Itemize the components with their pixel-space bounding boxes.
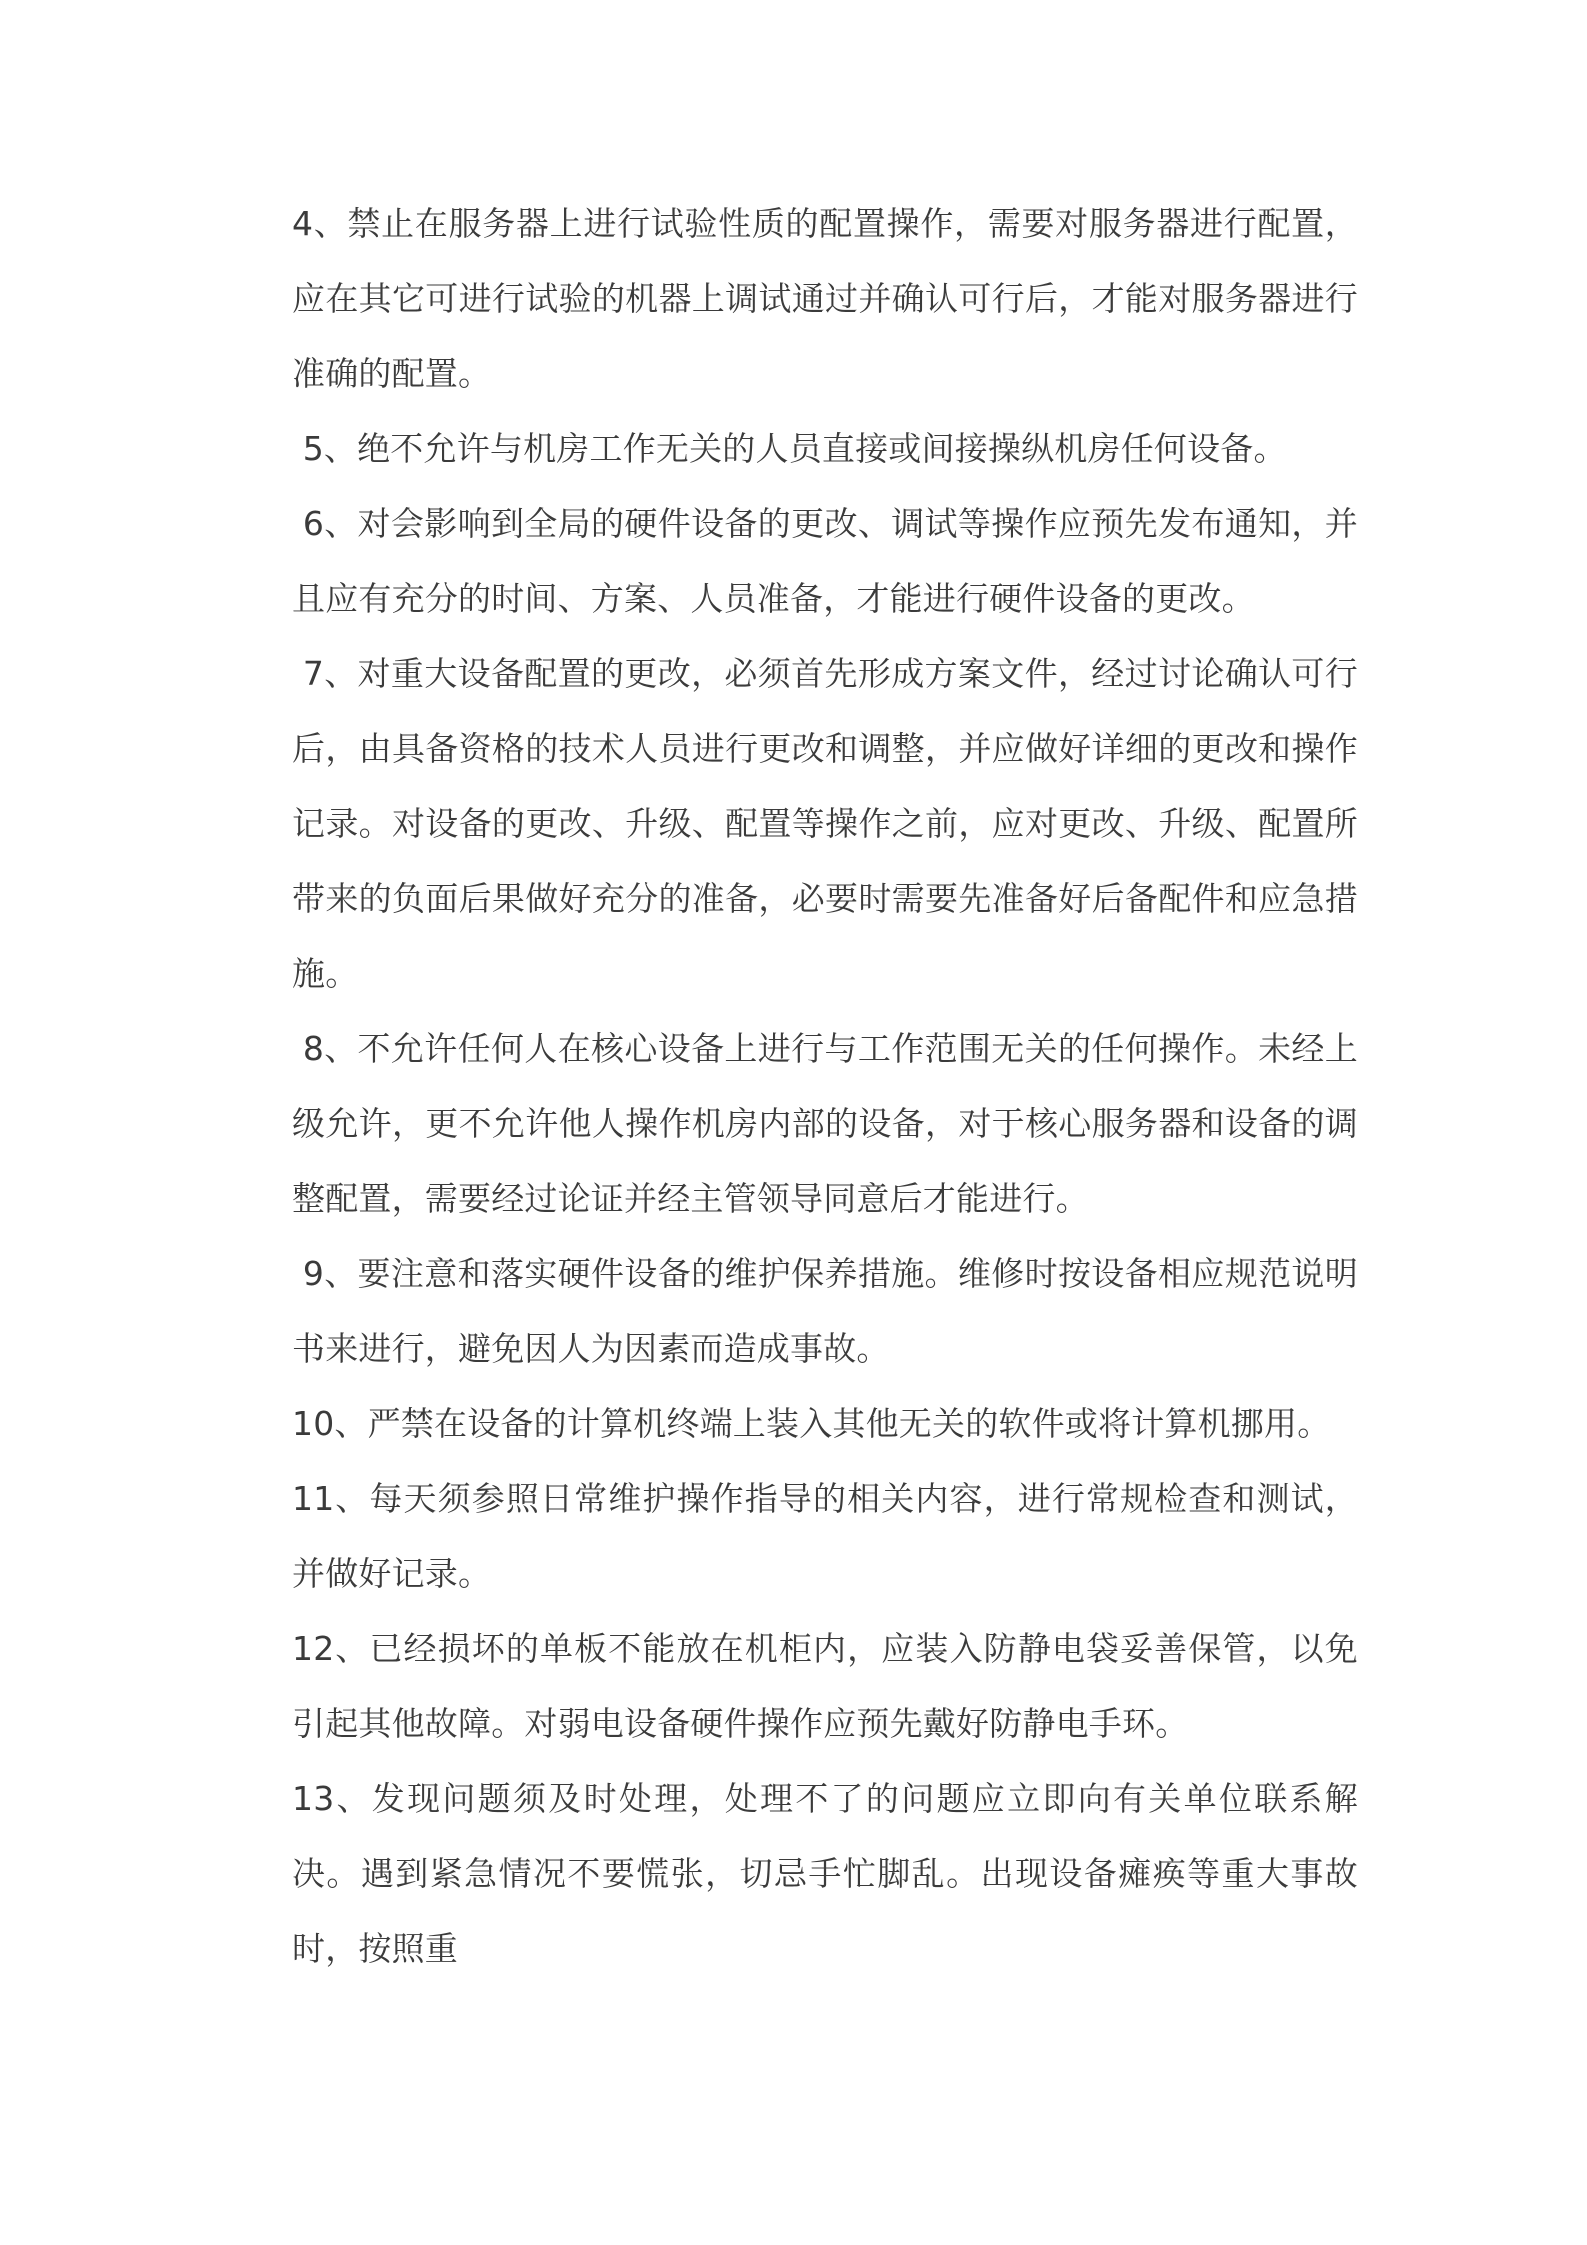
document-body bbox=[292, 186, 1358, 1986]
paragraph-item-13: 13、发现问题须及时处理，处理不了的问题应立即向有关单位联系解决。遇到紧急情况不要慌张，切忌手忙脚乱。出现设备瘫痪等重大事故时，按照重 bbox=[292, 1779, 1358, 1968]
paragraph-item-10: 10、严禁在设备的计算机终端上装入其他无关的软件或将计算机挪用。 bbox=[292, 1404, 1331, 1443]
paragraph-item-9: 9、要注意和落实硬件设备的维护保养措施。维修时按设备相应规范说明书来进行，避免因人为因素而造成事故。 bbox=[292, 1254, 1358, 1368]
paragraph-item-8: 8、不允许任何人在核心设备上进行与工作范围无关的任何操作。未经上级允许，更不允许他人操作机房内部的设备，对于核心服务器和设备的调整配置，需要经过论证并经主管领导同意后才能进行。 bbox=[292, 1029, 1358, 1218]
paragraph-item-4: 4、禁止在服务器上进行试验性质的配置操作，需要对服务器进行配置，应在其它可进行试验的机器上调试通过并确认可行后，才能对服务器进行准确的配置。 bbox=[292, 204, 1358, 393]
paragraph-item-12: 12、已经损坏的单板不能放在机柜内，应装入防静电袋妥善保管，以免引起其他故障。对弱电设备硬件操作应预先戴好防静电手环。 bbox=[292, 1629, 1358, 1743]
paragraph-item-5: 5、绝不允许与机房工作无关的人员直接或间接操纵机房任何设备。 bbox=[292, 429, 1287, 468]
paragraph-item-7: 7、对重大设备配置的更改，必须首先形成方案文件，经过讨论确认可行后，由具备资格的技术人员进行更改和调整，并应做好详细的更改和操作记录。对设备的更改、升级、配置等操作之前，应对更改、升级、配置所带来的负面后果做好充分的准备，必要时需要先准备好后备配件和应急措施。 bbox=[292, 654, 1358, 993]
paragraph-item-11: 11、每天须参照日常维护操作指导的相关内容，进行常规检查和测试，并做好记录。 bbox=[292, 1479, 1358, 1593]
paragraph-item-6: 6、对会影响到全局的硬件设备的更改、调试等操作应预先发布通知，并且应有充分的时间、方案、人员准备，才能进行硬件设备的更改。 bbox=[292, 504, 1358, 618]
